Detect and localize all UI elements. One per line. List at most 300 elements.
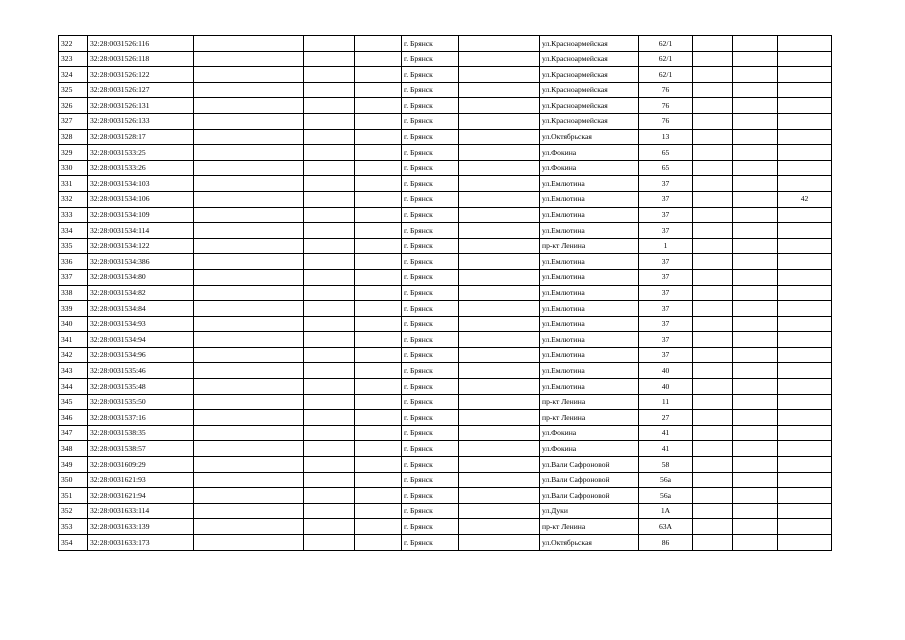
empty-cell	[355, 394, 402, 410]
table-row	[59, 441, 832, 457]
city-cell: г. Брянск	[402, 145, 459, 161]
empty-cell	[304, 410, 355, 426]
table-row	[59, 410, 832, 426]
table-row	[59, 176, 832, 192]
empty-cell	[304, 347, 355, 363]
empty-cell	[693, 394, 733, 410]
empty-cell	[733, 425, 778, 441]
cadastral-number-cell: 32:28:0031534:93	[88, 316, 194, 332]
empty-cell	[355, 472, 402, 488]
empty-cell	[304, 82, 355, 98]
empty-cell	[194, 457, 304, 473]
empty-cell	[693, 238, 733, 254]
street-cell: ул.Вали Сафроновой	[540, 472, 639, 488]
cadastral-number-cell: 32:28:0031534:106	[88, 191, 194, 207]
table-row	[59, 285, 832, 301]
extra-value-cell	[778, 425, 832, 441]
empty-cell	[194, 347, 304, 363]
row-number-cell: 345	[59, 394, 88, 410]
row-number-cell: 341	[59, 332, 88, 348]
cadastral-number-cell: 32:28:0031534:84	[88, 301, 194, 317]
row-number-cell: 335	[59, 238, 88, 254]
table-row	[59, 269, 832, 285]
empty-cell	[194, 332, 304, 348]
cadastral-number-cell: 32:28:0031538:57	[88, 441, 194, 457]
extra-value-cell	[778, 238, 832, 254]
empty-cell	[733, 176, 778, 192]
empty-cell	[355, 113, 402, 129]
row-number-cell: 339	[59, 301, 88, 317]
empty-cell	[194, 191, 304, 207]
street-cell: ул.Фокина	[540, 441, 639, 457]
row-number-cell: 334	[59, 223, 88, 239]
street-cell: пр-кт Ленина	[540, 394, 639, 410]
empty-cell	[693, 82, 733, 98]
empty-cell	[194, 129, 304, 145]
city-cell: г. Брянск	[402, 535, 459, 551]
empty-cell	[304, 332, 355, 348]
house-number-cell: 65	[639, 145, 693, 161]
extra-value-cell	[778, 503, 832, 519]
empty-cell	[733, 160, 778, 176]
empty-cell	[733, 363, 778, 379]
cadastral-number-cell: 32:28:0031533:26	[88, 160, 194, 176]
empty-cell	[304, 379, 355, 395]
empty-cell	[733, 254, 778, 270]
street-cell: ул.Емлютина	[540, 316, 639, 332]
row-number-cell: 342	[59, 347, 88, 363]
empty-cell	[194, 98, 304, 114]
row-number-cell: 323	[59, 51, 88, 67]
empty-cell	[693, 223, 733, 239]
empty-cell	[194, 379, 304, 395]
street-cell: ул.Фокина	[540, 425, 639, 441]
city-cell: г. Брянск	[402, 347, 459, 363]
city-cell: г. Брянск	[402, 379, 459, 395]
empty-cell	[459, 145, 540, 161]
registry-sheet	[58, 35, 832, 551]
empty-cell	[304, 301, 355, 317]
empty-cell	[459, 347, 540, 363]
city-cell: г. Брянск	[402, 129, 459, 145]
empty-cell	[459, 410, 540, 426]
empty-cell	[693, 379, 733, 395]
extra-value-cell	[778, 363, 832, 379]
empty-cell	[355, 410, 402, 426]
house-number-cell: 37	[639, 269, 693, 285]
street-cell: ул.Емлютина	[540, 285, 639, 301]
house-number-cell: 86	[639, 535, 693, 551]
row-number-cell: 338	[59, 285, 88, 301]
cadastral-number-cell: 32:28:0031534:80	[88, 269, 194, 285]
street-cell: ул.Емлютина	[540, 176, 639, 192]
street-cell: ул.Емлютина	[540, 223, 639, 239]
empty-cell	[304, 394, 355, 410]
cadastral-number-cell: 32:28:0031537:16	[88, 410, 194, 426]
city-cell: г. Брянск	[402, 207, 459, 223]
house-number-cell: 37	[639, 254, 693, 270]
house-number-cell: 37	[639, 316, 693, 332]
house-number-cell: 27	[639, 410, 693, 426]
city-cell: г. Брянск	[402, 503, 459, 519]
table-row	[59, 129, 832, 145]
table-row	[59, 145, 832, 161]
city-cell: г. Брянск	[402, 238, 459, 254]
street-cell: ул.Емлютина	[540, 191, 639, 207]
street-cell: пр-кт Ленина	[540, 410, 639, 426]
house-number-cell: 37	[639, 332, 693, 348]
empty-cell	[733, 410, 778, 426]
empty-cell	[693, 535, 733, 551]
empty-cell	[304, 176, 355, 192]
row-number-cell: 347	[59, 425, 88, 441]
house-number-cell: 76	[639, 82, 693, 98]
empty-cell	[355, 347, 402, 363]
empty-cell	[355, 269, 402, 285]
empty-cell	[355, 535, 402, 551]
street-cell: ул.Емлютина	[540, 301, 639, 317]
extra-value-cell	[778, 113, 832, 129]
extra-value-cell	[778, 160, 832, 176]
house-number-cell: 37	[639, 285, 693, 301]
cadastral-number-cell: 32:28:0031633:173	[88, 535, 194, 551]
cadastral-number-cell: 32:28:0031609:29	[88, 457, 194, 473]
row-number-cell: 349	[59, 457, 88, 473]
empty-cell	[304, 519, 355, 535]
empty-cell	[194, 519, 304, 535]
registry-table	[58, 35, 832, 551]
row-number-cell: 346	[59, 410, 88, 426]
empty-cell	[304, 51, 355, 67]
empty-cell	[304, 67, 355, 83]
house-number-cell: 62/1	[639, 36, 693, 52]
empty-cell	[355, 67, 402, 83]
row-number-cell: 351	[59, 488, 88, 504]
table-row	[59, 394, 832, 410]
house-number-cell: 62/1	[639, 67, 693, 83]
row-number-cell: 344	[59, 379, 88, 395]
empty-cell	[459, 51, 540, 67]
cadastral-number-cell: 32:28:0031526:133	[88, 113, 194, 129]
house-number-cell: 37	[639, 347, 693, 363]
empty-cell	[459, 425, 540, 441]
house-number-cell: 37	[639, 223, 693, 239]
empty-cell	[459, 36, 540, 52]
extra-value-cell	[778, 332, 832, 348]
table-row	[59, 51, 832, 67]
cadastral-number-cell: 32:28:0031534:94	[88, 332, 194, 348]
cadastral-number-cell: 32:28:0031526:127	[88, 82, 194, 98]
empty-cell	[733, 379, 778, 395]
empty-cell	[693, 285, 733, 301]
house-number-cell: 65	[639, 160, 693, 176]
table-row	[59, 254, 832, 270]
empty-cell	[355, 503, 402, 519]
empty-cell	[355, 363, 402, 379]
empty-cell	[693, 145, 733, 161]
house-number-cell: 76	[639, 113, 693, 129]
empty-cell	[459, 269, 540, 285]
empty-cell	[733, 301, 778, 317]
empty-cell	[194, 145, 304, 161]
extra-value-cell	[778, 379, 832, 395]
row-number-cell: 337	[59, 269, 88, 285]
empty-cell	[194, 67, 304, 83]
row-number-cell: 322	[59, 36, 88, 52]
house-number-cell: 37	[639, 176, 693, 192]
empty-cell	[355, 160, 402, 176]
street-cell: ул.Красноармейская	[540, 113, 639, 129]
house-number-cell: 40	[639, 363, 693, 379]
city-cell: г. Брянск	[402, 67, 459, 83]
registry-body	[59, 36, 832, 551]
table-row	[59, 301, 832, 317]
empty-cell	[733, 82, 778, 98]
empty-cell	[459, 363, 540, 379]
empty-cell	[355, 36, 402, 52]
street-cell: ул.Емлютина	[540, 347, 639, 363]
extra-value-cell	[778, 269, 832, 285]
city-cell: г. Брянск	[402, 410, 459, 426]
city-cell: г. Брянск	[402, 519, 459, 535]
empty-cell	[194, 36, 304, 52]
row-number-cell: 348	[59, 441, 88, 457]
empty-cell	[733, 347, 778, 363]
empty-cell	[355, 238, 402, 254]
house-number-cell: 37	[639, 301, 693, 317]
empty-cell	[459, 394, 540, 410]
empty-cell	[733, 457, 778, 473]
extra-value-cell	[778, 301, 832, 317]
table-row	[59, 113, 832, 129]
empty-cell	[194, 113, 304, 129]
extra-value-cell	[778, 51, 832, 67]
empty-cell	[693, 472, 733, 488]
street-cell: ул.Октябрьская	[540, 129, 639, 145]
extra-value-cell	[778, 316, 832, 332]
empty-cell	[459, 519, 540, 535]
city-cell: г. Брянск	[402, 51, 459, 67]
extra-value-cell: 42	[778, 191, 832, 207]
empty-cell	[733, 535, 778, 551]
empty-cell	[304, 441, 355, 457]
row-number-cell: 350	[59, 472, 88, 488]
empty-cell	[355, 316, 402, 332]
empty-cell	[733, 98, 778, 114]
empty-cell	[459, 316, 540, 332]
house-number-cell: 56а	[639, 488, 693, 504]
table-row	[59, 207, 832, 223]
empty-cell	[194, 316, 304, 332]
empty-cell	[693, 269, 733, 285]
empty-cell	[355, 332, 402, 348]
empty-cell	[733, 223, 778, 239]
city-cell: г. Брянск	[402, 191, 459, 207]
row-number-cell: 352	[59, 503, 88, 519]
empty-cell	[194, 51, 304, 67]
empty-cell	[693, 160, 733, 176]
extra-value-cell	[778, 457, 832, 473]
empty-cell	[194, 269, 304, 285]
street-cell: ул.Красноармейская	[540, 98, 639, 114]
cadastral-number-cell: 32:28:0031526:118	[88, 51, 194, 67]
city-cell: г. Брянск	[402, 176, 459, 192]
row-number-cell: 353	[59, 519, 88, 535]
empty-cell	[194, 160, 304, 176]
empty-cell	[304, 207, 355, 223]
empty-cell	[733, 207, 778, 223]
empty-cell	[304, 223, 355, 239]
empty-cell	[733, 503, 778, 519]
table-row	[59, 472, 832, 488]
street-cell: ул.Дуки	[540, 503, 639, 519]
street-cell: ул.Емлютина	[540, 379, 639, 395]
extra-value-cell	[778, 36, 832, 52]
city-cell: г. Брянск	[402, 457, 459, 473]
house-number-cell: 63А	[639, 519, 693, 535]
house-number-cell: 13	[639, 129, 693, 145]
empty-cell	[194, 285, 304, 301]
empty-cell	[304, 535, 355, 551]
empty-cell	[304, 160, 355, 176]
empty-cell	[355, 425, 402, 441]
empty-cell	[304, 98, 355, 114]
empty-cell	[693, 36, 733, 52]
house-number-cell: 58	[639, 457, 693, 473]
city-cell: г. Брянск	[402, 441, 459, 457]
cadastral-number-cell: 32:28:0031633:114	[88, 503, 194, 519]
empty-cell	[693, 207, 733, 223]
empty-cell	[355, 301, 402, 317]
row-number-cell: 331	[59, 176, 88, 192]
empty-cell	[693, 67, 733, 83]
extra-value-cell	[778, 207, 832, 223]
extra-value-cell	[778, 441, 832, 457]
city-cell: г. Брянск	[402, 113, 459, 129]
empty-cell	[459, 191, 540, 207]
city-cell: г. Брянск	[402, 269, 459, 285]
empty-cell	[693, 129, 733, 145]
house-number-cell: 40	[639, 379, 693, 395]
cadastral-number-cell: 32:28:0031534:122	[88, 238, 194, 254]
house-number-cell: 76	[639, 98, 693, 114]
empty-cell	[194, 223, 304, 239]
cadastral-number-cell: 32:28:0031534:96	[88, 347, 194, 363]
empty-cell	[304, 113, 355, 129]
city-cell: г. Брянск	[402, 472, 459, 488]
empty-cell	[304, 129, 355, 145]
cadastral-number-cell: 32:28:0031538:35	[88, 425, 194, 441]
street-cell: пр-кт Ленина	[540, 519, 639, 535]
empty-cell	[355, 223, 402, 239]
row-number-cell: 330	[59, 160, 88, 176]
empty-cell	[304, 36, 355, 52]
table-row	[59, 535, 832, 551]
table-row	[59, 332, 832, 348]
empty-cell	[355, 51, 402, 67]
house-number-cell: 11	[639, 394, 693, 410]
extra-value-cell	[778, 347, 832, 363]
empty-cell	[693, 425, 733, 441]
empty-cell	[733, 332, 778, 348]
empty-cell	[693, 301, 733, 317]
empty-cell	[733, 488, 778, 504]
empty-cell	[733, 394, 778, 410]
empty-cell	[304, 191, 355, 207]
street-cell: ул.Емлютина	[540, 332, 639, 348]
table-row	[59, 347, 832, 363]
empty-cell	[194, 207, 304, 223]
empty-cell	[459, 160, 540, 176]
house-number-cell: 1	[639, 238, 693, 254]
empty-cell	[304, 363, 355, 379]
empty-cell	[693, 488, 733, 504]
empty-cell	[693, 332, 733, 348]
empty-cell	[304, 472, 355, 488]
street-cell: ул.Емлютина	[540, 254, 639, 270]
empty-cell	[459, 129, 540, 145]
row-number-cell: 327	[59, 113, 88, 129]
empty-cell	[733, 285, 778, 301]
empty-cell	[304, 425, 355, 441]
empty-cell	[459, 472, 540, 488]
empty-cell	[194, 176, 304, 192]
house-number-cell: 37	[639, 191, 693, 207]
empty-cell	[693, 457, 733, 473]
extra-value-cell	[778, 535, 832, 551]
empty-cell	[733, 441, 778, 457]
empty-cell	[304, 285, 355, 301]
extra-value-cell	[778, 145, 832, 161]
empty-cell	[194, 363, 304, 379]
extra-value-cell	[778, 223, 832, 239]
empty-cell	[733, 129, 778, 145]
extra-value-cell	[778, 67, 832, 83]
empty-cell	[355, 488, 402, 504]
empty-cell	[459, 82, 540, 98]
empty-cell	[355, 457, 402, 473]
empty-cell	[459, 98, 540, 114]
city-cell: г. Брянск	[402, 488, 459, 504]
empty-cell	[194, 301, 304, 317]
empty-cell	[304, 316, 355, 332]
empty-cell	[733, 51, 778, 67]
empty-cell	[194, 238, 304, 254]
city-cell: г. Брянск	[402, 332, 459, 348]
table-row	[59, 425, 832, 441]
street-cell: ул.Емлютина	[540, 363, 639, 379]
cadastral-number-cell: 32:28:0031533:25	[88, 145, 194, 161]
empty-cell	[304, 254, 355, 270]
empty-cell	[733, 519, 778, 535]
cadastral-number-cell: 32:28:0031526:131	[88, 98, 194, 114]
row-number-cell: 332	[59, 191, 88, 207]
table-row	[59, 503, 832, 519]
empty-cell	[693, 113, 733, 129]
extra-value-cell	[778, 254, 832, 270]
extra-value-cell	[778, 472, 832, 488]
empty-cell	[194, 488, 304, 504]
street-cell: ул.Красноармейская	[540, 67, 639, 83]
row-number-cell: 343	[59, 363, 88, 379]
empty-cell	[355, 191, 402, 207]
row-number-cell: 324	[59, 67, 88, 83]
empty-cell	[459, 238, 540, 254]
cadastral-number-cell: 32:28:0031621:93	[88, 472, 194, 488]
empty-cell	[733, 67, 778, 83]
row-number-cell: 354	[59, 535, 88, 551]
empty-cell	[459, 67, 540, 83]
